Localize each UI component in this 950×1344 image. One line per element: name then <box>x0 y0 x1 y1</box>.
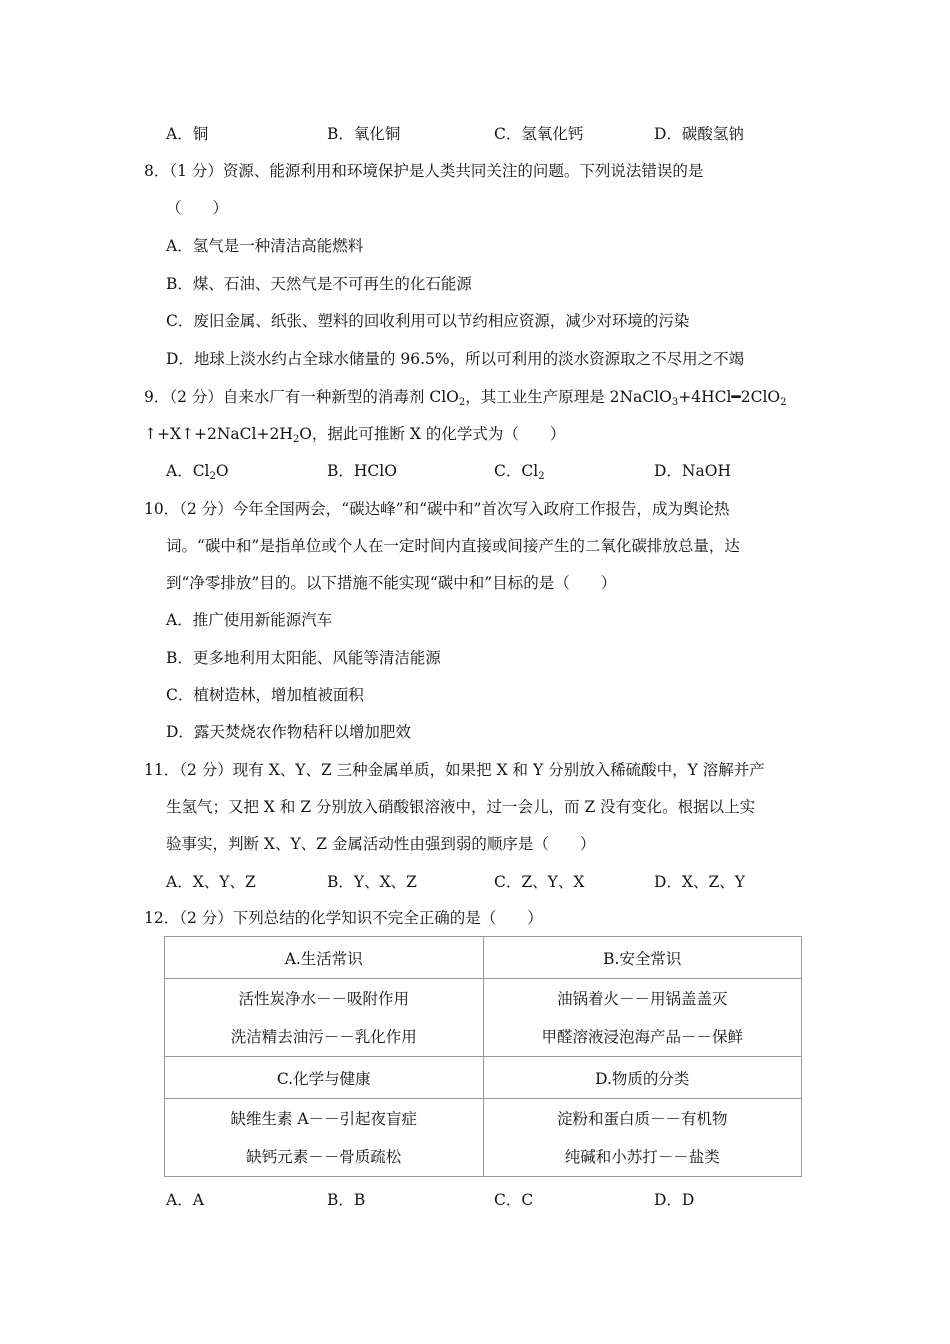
q9-option-c[interactable] <box>494 460 545 482</box>
q12-option-c[interactable]: C．C <box>494 1191 534 1209</box>
q8-option-a[interactable]: A．氢气是一种清洁高能燃料 <box>166 237 364 255</box>
table-head-d: D.物质的分类 <box>483 1057 802 1099</box>
table-cell-b-line-2: 甲醛溶液浸泡海产品－－保鲜 <box>541 1027 743 1046</box>
q12-stem: 12．（2 分）下列总结的化学知识不完全正确的是（ ） <box>144 909 543 927</box>
q8-option-b[interactable]: B．煤、石油、天然气是不可再生的化石能源 <box>166 275 472 293</box>
q11-stem-line-2: 生氢气；又把 X 和 Z 分别放入硝酸银溶液中，过一会儿，而 Z 没有变化。根据以上实 <box>166 798 756 816</box>
q10-stem-line-1: 10．（2 分）今年全国两会，“碳达峰”和“碳中和”首次写入政府工作报告，成为舆论热 <box>144 500 730 518</box>
q8-option-d[interactable]: D．地球上淡水约占全球水储量的 96.5%，所以可利用的淡水资源取之不尽用之不竭 <box>166 350 745 368</box>
table-cell-d-line-1: 淀粉和蛋白质－－有机物 <box>556 1109 728 1128</box>
table-cell-b-line-1: 油锅着火－－用锅盖盖灭 <box>556 989 728 1008</box>
q9-text-1a: 9．（2 分）自来水厂有一种新型的消毒剂 ClO <box>144 388 459 406</box>
table-cell-d-line-2: 纯碱和小苏打－－盐类 <box>564 1147 720 1166</box>
table-cell-c-line-2: 缺钙元素－－骨质疏松 <box>246 1147 402 1166</box>
subscript: 2 <box>292 434 300 445</box>
q11-option-c[interactable]: C．Z、Y、X <box>494 873 585 891</box>
table-cell-a-line-1: 活性炭净水－－吸附作用 <box>238 989 409 1008</box>
q11-stem-line-3: 验事实，判断 X、Y、Z 金属活动性由强到弱的顺序是（ ） <box>166 835 596 853</box>
q8-answer-paren: （ ） <box>166 199 229 217</box>
q9-option-d[interactable]: D．NaOH <box>654 462 731 480</box>
q9-text-2b: O，据此可推断 X 的化学式为（ ） <box>299 425 566 443</box>
q8-option-c[interactable]: C．废旧金属、纸张、塑料的回收利用可以节约相应资源，减少对环境的污染 <box>166 312 690 330</box>
q7-option-a[interactable]: A．铜 <box>166 125 209 143</box>
table-head-b: B.安全常识 <box>483 937 802 979</box>
subscript: 2 <box>458 397 466 408</box>
q9-stem-line-1 <box>144 386 787 408</box>
table-cell-d <box>483 1099 802 1177</box>
table-head-a: A.生活常识 <box>165 937 484 979</box>
table-head-c: C.化学与健康 <box>165 1057 484 1099</box>
q12-knowledge-table <box>164 936 802 1177</box>
q12-option-a[interactable]: A．A <box>166 1191 204 1209</box>
q9-option-a-text-2: O <box>215 462 229 480</box>
q9-stem-line-2 <box>144 423 565 445</box>
q7-option-b[interactable]: B．氧化铜 <box>327 125 401 143</box>
table-cell-a <box>165 979 484 1057</box>
q10-stem-line-3: 到“净零排放”目的。以下措施不能实现“碳中和”目标的是（ ） <box>166 574 617 592</box>
table-cell-a-line-2: 洗洁精去油污－－乳化作用 <box>230 1027 417 1046</box>
q11-option-b[interactable]: B．Y、X、Z <box>327 873 417 891</box>
q10-stem-line-2: 词。“碳中和”是指单位或个人在一定时间内直接或间接产生的二氧化碳排放总量，达 <box>166 537 740 555</box>
q9-option-a-text: A．Cl <box>166 462 210 480</box>
q9-option-a[interactable] <box>166 460 229 482</box>
q9-text-1b: ，其工业生产原理是 2NaClO <box>465 388 672 406</box>
subscript: 3 <box>671 397 679 408</box>
subscript: 2 <box>780 397 787 408</box>
q12-option-d[interactable]: D．D <box>654 1191 695 1209</box>
table-cell-b <box>483 979 802 1057</box>
q10-option-d[interactable]: D．露天焚烧农作物秸秆以增加肥效 <box>166 723 411 741</box>
table-cell-c <box>165 1099 484 1177</box>
q10-option-c[interactable]: C．植树造林，增加植被面积 <box>166 686 364 704</box>
q10-option-b[interactable]: B．更多地利用太阳能、风能等清洁能源 <box>166 649 441 667</box>
q11-option-a[interactable]: A．X、Y、Z <box>166 873 256 891</box>
q12-option-b[interactable]: B．B <box>327 1191 366 1209</box>
q7-option-d[interactable]: D．碳酸氢钠 <box>654 125 744 143</box>
q11-stem-line-1: 11．（2 分）现有 X、Y、Z 三种金属单质，如果把 X 和 Y 分别放入稀硫酸中，Y 溶解并产 <box>144 761 765 779</box>
q9-text-1c: +4HCl━2ClO <box>678 388 781 406</box>
q9-option-b[interactable]: B．HClO <box>327 462 397 480</box>
table-cell-c-line-1: 缺维生素 A－－引起夜盲症 <box>230 1109 418 1128</box>
q11-option-d[interactable]: D．X、Z、Y <box>654 873 745 891</box>
q9-option-c-text: C．Cl <box>494 462 539 480</box>
subscript: 2 <box>209 471 216 482</box>
q10-option-a[interactable]: A．推广使用新能源汽车 <box>166 611 333 629</box>
q8-stem: 8．（1 分）资源、能源利用和环境保护是人类共同关注的问题。下列说法错误的是 <box>144 162 704 180</box>
q7-option-c[interactable]: C．氢氧化钙 <box>494 125 584 143</box>
q9-text-2a: ↑+X↑+2NaCl+2H <box>144 425 293 443</box>
subscript: 2 <box>538 471 545 482</box>
